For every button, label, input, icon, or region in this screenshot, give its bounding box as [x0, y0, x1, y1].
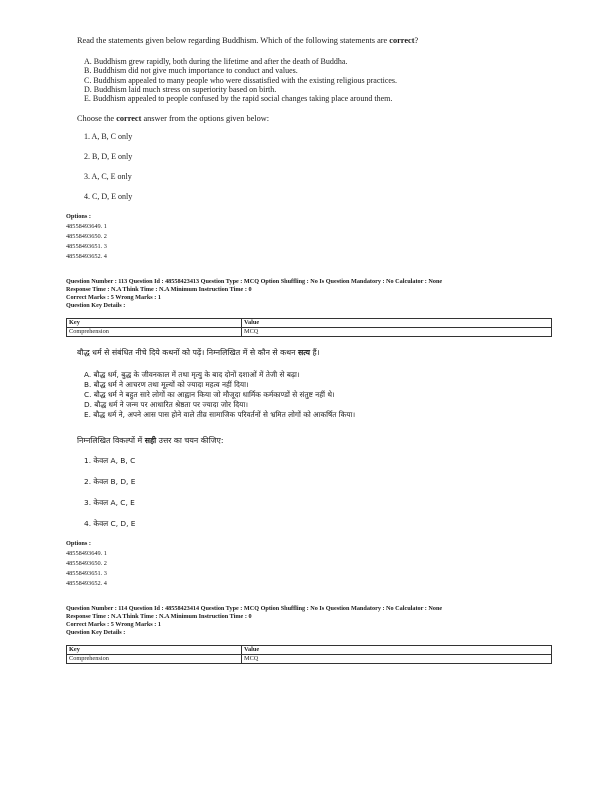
- option-id: 48558493650. 2: [66, 560, 107, 567]
- option-item: 2. केवल B, D, E: [84, 477, 136, 486]
- statement-item: E. बौद्ध धर्म ने, अपने आस पास होने वाले तीव्र सामाजिक परिवर्तनों से भ्रमित लोगों को आकर्षित किया।: [84, 410, 356, 419]
- option-id: 48558493649. 1: [66, 550, 107, 557]
- q113-meta: [66, 278, 442, 310]
- q114-meta: [66, 605, 442, 637]
- table-row: [67, 655, 552, 664]
- option-item: 3. केवल A, C, E: [84, 498, 135, 507]
- statement-item: C. Buddhism appealed to many people who were dissatisfied with the existing religious practices.: [84, 75, 398, 85]
- table-header-cell: Key: [67, 319, 242, 328]
- option-id-list: [66, 222, 107, 262]
- q112-statement-list: [84, 57, 397, 103]
- table-cell: Comprehension: [67, 328, 242, 337]
- options-label: Options :: [66, 540, 92, 547]
- q112-prompt: Read the statements given below regarding Buddhism. Which of the following statements are correct?: [77, 36, 419, 45]
- table-header-row: [67, 646, 552, 655]
- option-id: 48558493652. 4: [66, 580, 107, 587]
- table-header-cell: Value: [242, 646, 552, 655]
- question-meta-line: Correct Marks : 5 Wrong Marks : 1: [66, 294, 161, 301]
- statement-item: A. Buddhism grew rapidly, both during the lifetime and after the death of Buddha.: [84, 57, 348, 66]
- table-cell: MCQ: [242, 328, 552, 337]
- statement-item: B. बौद्ध धर्म ने आचरण तथा मूल्यों को ज्यादा महत्व नहीं दिया।: [84, 380, 249, 389]
- option-item: 2. B, D, E only: [84, 152, 133, 161]
- table-header-cell: Key: [67, 646, 242, 655]
- statement-item: A. बौद्ध धर्म, बुद्ध के जीवनकाल में तथा मृत्यु के बाद दोनों दशाओं में तेजी से बढ़ा।: [84, 370, 300, 379]
- table-cell: Comprehension: [67, 655, 242, 664]
- table-header-row: [67, 319, 552, 328]
- option-item: 1. केवल A, B, C: [84, 456, 136, 465]
- option-item: 4. C, D, E only: [84, 192, 133, 201]
- q113-prompt: बौद्ध धर्म से संबंधित नीचे दिये कथनों को पढ़ें। निम्नलिखित में से कौन से कथन सत्य हैं।: [77, 348, 320, 357]
- table-cell: MCQ: [242, 655, 552, 664]
- q113-choose-instruction: निम्नलिखित विकल्पों में सही उत्तर का चयन कीजिए:: [77, 436, 224, 445]
- option-id: 48558493651. 3: [66, 570, 107, 577]
- question-meta-line: Correct Marks : 5 Wrong Marks : 1: [66, 621, 161, 628]
- statement-item: E. Buddhism appealed to people confused by the rapid social changes taking place around them.: [84, 94, 393, 104]
- option-item: 1. A, B, C only: [84, 132, 133, 141]
- options-label: Options :: [66, 213, 92, 220]
- question-meta-line: Question Key Details :: [66, 629, 126, 636]
- option-id: 48558493649. 1: [66, 223, 107, 230]
- question-meta-line: Question Number : 114 Question Id : 48558423414 Question Type : MCQ Option Shuffling : No Is Question Mandatory : No Calculator : None: [66, 605, 443, 612]
- question-meta-line: Question Number : 113 Question Id : 48558423413 Question Type : MCQ Option Shuffling : No Is Question Mandatory : No Calculator : None: [66, 278, 443, 285]
- table-header-cell: Value: [242, 319, 552, 328]
- q114-key-table: [66, 645, 552, 664]
- table-row: [67, 328, 552, 337]
- statement-item: D. Buddhism laid much stress on superiority based on birth.: [84, 84, 277, 94]
- question-meta-line: Response Time : N.A Think Time : N.A Minimum Instruction Time : 0: [66, 286, 252, 293]
- question-meta-line: Question Key Details :: [66, 302, 126, 309]
- q112-choose-instruction: Choose the correct answer from the options given below:: [77, 114, 270, 123]
- q113-statement-list: [84, 370, 355, 420]
- question-meta-line: Response Time : N.A Think Time : N.A Minimum Instruction Time : 0: [66, 613, 252, 620]
- statement-item: D. बौद्ध धर्म ने जन्म पर आधारित श्रेष्ठता पर ज्यादा जोर दिया।: [84, 400, 248, 409]
- option-item: 3. A, C, E only: [84, 172, 132, 181]
- option-id: 48558493651. 3: [66, 243, 107, 250]
- option-id-list: [66, 549, 107, 589]
- statement-item: B. Buddhism did not give much importance to conduct and values.: [84, 66, 298, 76]
- statement-item: C. बौद्ध धर्म ने बहुत सारे लोगों का आह्वान किया जो मौजूदा धार्मिक कर्मकाण्डों से संतुष्ट नहीं थे।: [84, 390, 335, 399]
- q113-key-table: [66, 318, 552, 337]
- option-item: 4. केवल C, D, E: [84, 519, 136, 528]
- option-id: 48558493650. 2: [66, 233, 107, 240]
- option-id: 48558493652. 4: [66, 253, 107, 260]
